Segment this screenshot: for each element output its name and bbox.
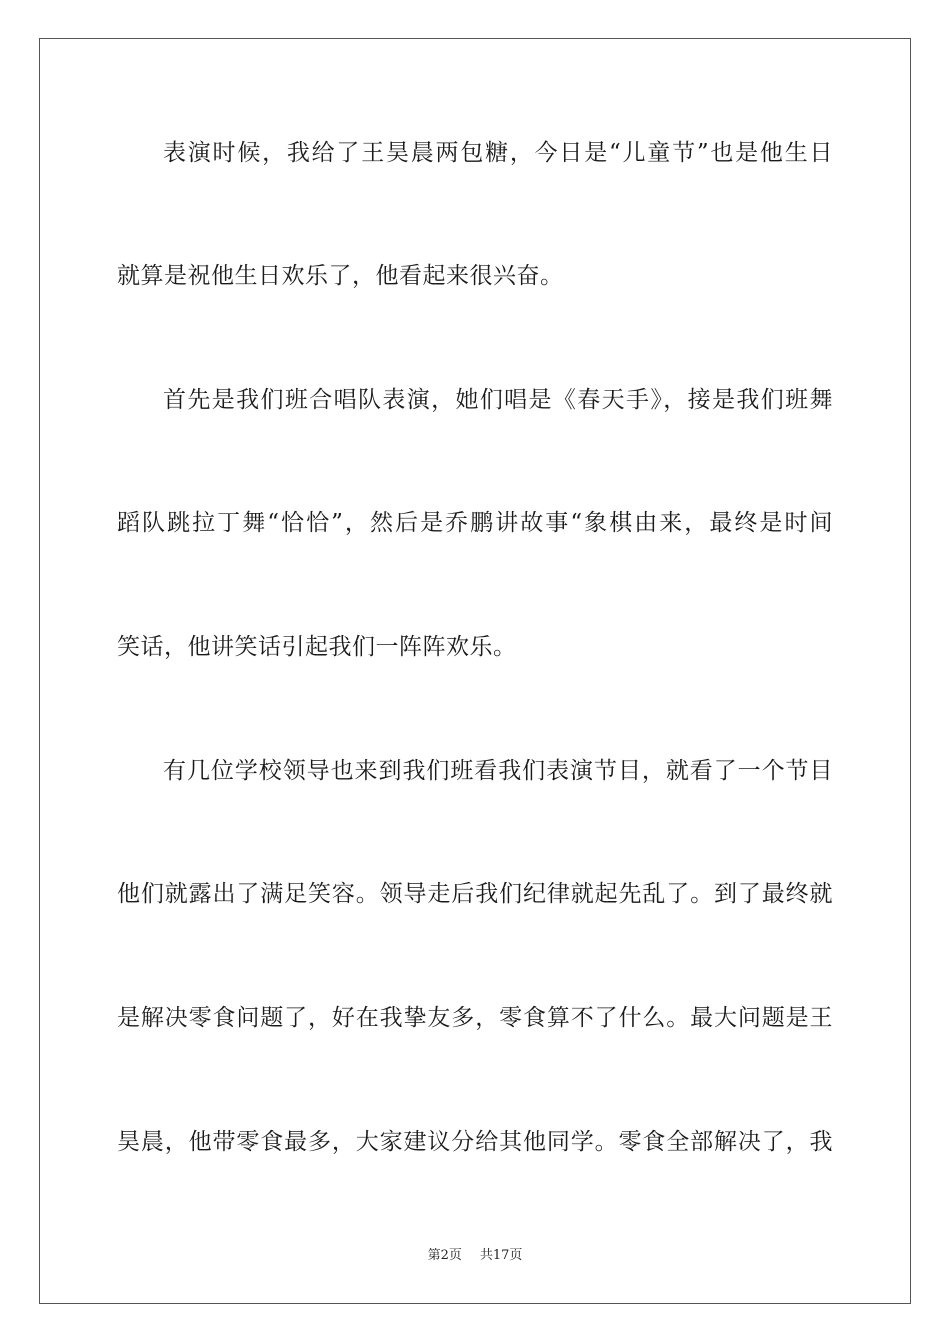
paragraph-3-line-3: 是解决零食问题了，好在我挚友多，零食算不了什么。最大问题是王 <box>117 1005 833 1031</box>
paragraph-1-line-2: 就算是祝他生日欢乐了，他看起来很兴奋。 <box>117 263 564 289</box>
page-frame <box>39 38 911 1304</box>
page-total: 共17页 <box>479 1248 523 1263</box>
paragraph-2-line-1: 首先是我们班合唱队表演，她们唱是《春天手》，接是我们班舞 <box>163 387 833 413</box>
page-number: 第2页 <box>427 1248 462 1263</box>
paragraph-1-line-1: 表演时候，我给了王昊晨两包糖，今日是“儿童节”也是他生日 <box>163 140 833 166</box>
page-footer <box>0 1248 950 1264</box>
paragraph-2-line-3: 笑话，他讲笑话引起我们一阵阵欢乐。 <box>117 634 517 660</box>
paragraph-3-line-1: 有几位学校领导也来到我们班看我们表演节目，就看了一个节目 <box>163 758 833 784</box>
paragraph-2-line-2: 蹈队跳拉丁舞“恰恰”，然后是乔鹏讲故事“象棋由来，最终是时间 <box>117 510 833 536</box>
paragraph-3-line-4: 昊晨，他带零食最多，大家建议分给其他同学。零食全部解决了，我 <box>117 1129 833 1155</box>
paragraph-3-line-2: 他们就露出了满足笑容。领导走后我们纪律就起先乱了。到了最终就 <box>117 881 833 907</box>
